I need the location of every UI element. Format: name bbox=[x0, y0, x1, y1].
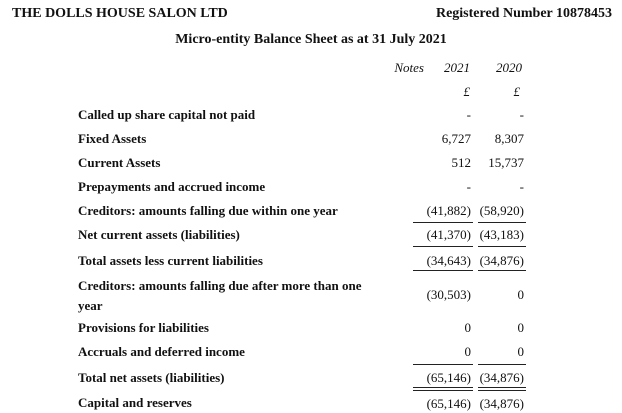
row-label-total-net-assets: Total net assets (liabilities) bbox=[78, 370, 225, 385]
row-label-creditors-within-one-year: Creditors: amounts falling due within one year bbox=[78, 203, 338, 218]
registration-number: Registered Number 10878453 bbox=[435, 6, 612, 21]
row-value-2020: 8,307 bbox=[494, 131, 524, 146]
row-value-2020: (34,876) bbox=[479, 396, 524, 411]
row-value-2021: 0 bbox=[464, 344, 471, 359]
total-double-rule bbox=[478, 390, 526, 391]
subtotal-rule bbox=[413, 222, 473, 223]
total-double-rule bbox=[478, 387, 526, 388]
row-value-2021: - bbox=[466, 179, 471, 194]
row-label-called-up-share-capital: Called up share capital not paid bbox=[78, 107, 256, 122]
row-value-2020: - bbox=[519, 107, 524, 122]
row-value-2020: 0 bbox=[517, 287, 524, 302]
row-value-2020: 0 bbox=[517, 320, 524, 335]
subtotal-rule bbox=[478, 270, 526, 271]
row-label-capital-and-reserves: Capital and reserves bbox=[78, 395, 192, 410]
row-label-creditors-after-one-year: Creditors: amounts falling due after more than one year bbox=[78, 278, 362, 313]
row-value-2020: - bbox=[519, 179, 524, 194]
subtotal-rule bbox=[478, 364, 526, 365]
year-2021-column-header: 2021 bbox=[444, 60, 470, 75]
row-value-2021: (41,882) bbox=[426, 203, 471, 218]
row-value-2021: (65,146) bbox=[426, 396, 471, 411]
row-value-2021: (41,370) bbox=[426, 227, 471, 242]
notes-column-header: Notes bbox=[394, 60, 424, 75]
row-value-2020: (58,920) bbox=[479, 203, 524, 218]
row-label-provisions-for-liabilities: Provisions for liabilities bbox=[78, 320, 209, 335]
subtotal-rule bbox=[413, 364, 473, 365]
currency-2021-header: £ bbox=[463, 84, 470, 99]
currency-2020-header: £ bbox=[513, 84, 520, 99]
subtotal-rule bbox=[413, 246, 473, 247]
row-value-2021: 6,727 bbox=[441, 131, 471, 146]
row-label-fixed-assets: Fixed Assets bbox=[78, 131, 147, 146]
company-name: THE DOLLS HOUSE SALON LTD bbox=[12, 6, 228, 21]
total-double-rule bbox=[413, 387, 473, 388]
balance-sheet-title: Micro-entity Balance Sheet as at 31 July 2021 bbox=[175, 32, 447, 47]
subtotal-rule bbox=[413, 270, 473, 271]
subtotal-rule bbox=[478, 222, 526, 223]
total-double-rule bbox=[413, 390, 473, 391]
row-value-2021: - bbox=[466, 107, 471, 122]
year-2020-column-header: 2020 bbox=[496, 60, 522, 75]
row-label-total-assets-less-current-liabilities: Total assets less current liabilities bbox=[78, 253, 263, 268]
subtotal-rule bbox=[478, 246, 526, 247]
row-value-2021: (30,503) bbox=[426, 287, 471, 302]
row-value-2021: (34,643) bbox=[426, 253, 471, 268]
row-value-2021: (65,146) bbox=[426, 370, 471, 385]
row-label-prepayments: Prepayments and accrued income bbox=[78, 179, 266, 194]
row-value-2020: (34,876) bbox=[479, 253, 524, 268]
row-label-net-current-assets: Net current assets (liabilities) bbox=[78, 227, 240, 242]
row-value-2021: 0 bbox=[464, 320, 471, 335]
row-value-2020: 0 bbox=[517, 344, 524, 359]
row-value-2020: (34,876) bbox=[479, 370, 524, 385]
row-value-2021: 512 bbox=[451, 155, 471, 170]
row-label-current-assets: Current Assets bbox=[78, 155, 161, 170]
row-value-2020: 15,737 bbox=[488, 155, 524, 170]
row-label-accruals-deferred-income: Accruals and deferred income bbox=[78, 344, 245, 359]
row-value-2020: (43,183) bbox=[479, 227, 524, 242]
